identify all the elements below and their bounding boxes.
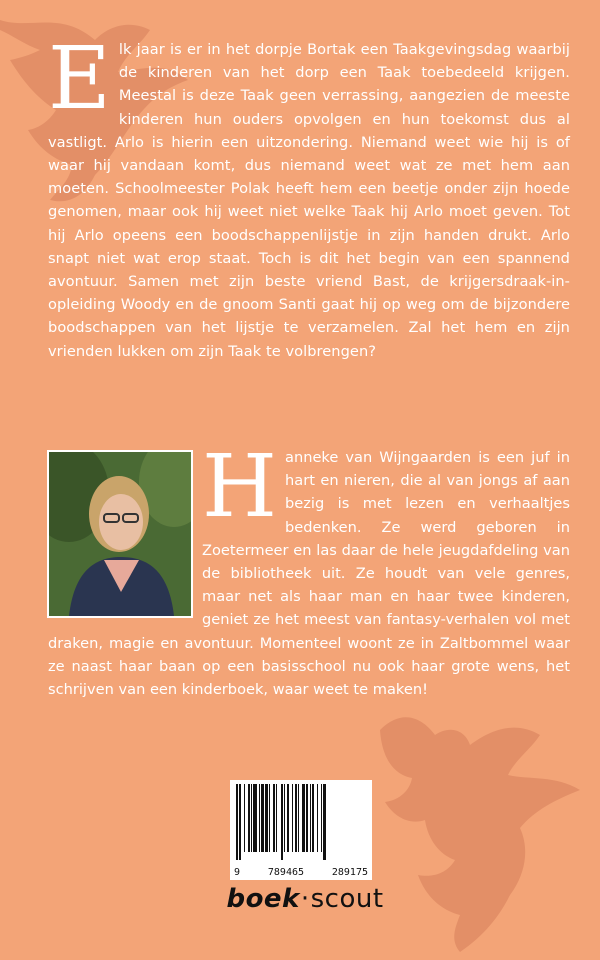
barcode-bar xyxy=(287,784,289,852)
blurb-dropcap: E xyxy=(48,29,111,129)
barcode-bar xyxy=(295,784,297,852)
publisher-logo-separator: · xyxy=(300,884,310,914)
barcode-bar xyxy=(321,784,322,852)
barcode-bar xyxy=(261,784,263,852)
barcode-bar xyxy=(248,784,250,852)
isbn-lead-digit: 9 xyxy=(234,867,241,878)
barcode-bar xyxy=(259,784,260,852)
barcode-bar xyxy=(312,784,314,852)
bio-text: anneke van Wijngaarden is een juf in hart en nieren, die al van jongs af aan bezig is met lezen en verhaaltjes bedenken. Ze werd geboren in Zoetermeer en las daar de hele jeugdafdeling van de bibliotheek uit. Ze houdt van vele genres, maar net als haar man en haar twee kinderen, geniet ze het meest van fantasy-verhalen vol met draken, magie en avontuur. Momenteel woont ze in Zaltbommel waar ze naast haar baan op een basisschool nu ook haar grote wens, het schrijven van een kinderboek, waar weet te maken! xyxy=(48,449,570,699)
barcode-bar xyxy=(251,784,252,852)
publisher-logo-part2: scout xyxy=(310,884,384,914)
publisher-logo xyxy=(220,884,390,914)
barcode-bars xyxy=(236,784,366,860)
barcode-bar xyxy=(323,784,325,860)
dragon-silhouette-bottom-icon xyxy=(340,690,600,960)
isbn-barcode xyxy=(230,780,372,880)
barcode-bar xyxy=(273,784,275,852)
publisher-logo-part1: boek xyxy=(226,884,300,914)
isbn-group-2: 289175 xyxy=(331,867,368,878)
isbn-number xyxy=(230,867,372,878)
barcode-bar xyxy=(253,784,256,852)
barcode-bar xyxy=(302,784,305,852)
bio-dropcap: H xyxy=(202,437,277,537)
barcode-bar xyxy=(317,784,318,852)
barcode-bar xyxy=(298,784,299,852)
blurb-text: lk jaar is er in het dorpje Bortak een Taakgevingsdag waarbij de kinderen van het dorp een Taak toebedeeld krijgen. Meestal is deze Taak geen verrassing, aangezien de meeste kinderen hun ouders opvolgen en hun toekomst dus al vastligt. Arlo is hierin een uitzondering. Niemand weet wie hij is of waar hij vandaan komt, dus niemand weet wat ze met hem aan moeten. Schoolmeester Polak heeft hem een beetje onder zijn hoede genomen, maar ook hij weet niet welke Taak hij Arlo moet geven. Tot hij Arlo opeens een boodschappenlijstje in zijn handen drukt. Arlo snapt niet wat erop staat. Toch is dit het begin van een spannend avontuur. Samen met zijn beste vriend Bast, de krijgersdraak-in-opleiding Woody en de gnoom Santi gaat hij op weg om de bijzondere boodschappen van het lijstje te verzamelen. Zal het hem en zijn vrienden lukken om zijn Taak te volbrengen? xyxy=(48,41,570,360)
barcode-bar xyxy=(239,784,240,860)
back-cover-blurb xyxy=(48,29,570,363)
barcode-bar xyxy=(310,784,311,852)
barcode-bar xyxy=(236,784,238,860)
barcode-bar xyxy=(292,784,293,852)
author-bio xyxy=(48,437,570,701)
barcode-bar xyxy=(281,784,283,860)
barcode-bar xyxy=(284,784,285,852)
isbn-group-1: 789465 xyxy=(267,867,305,878)
barcode-bar xyxy=(265,784,268,852)
barcode-bar xyxy=(276,784,277,852)
barcode-bar xyxy=(269,784,270,852)
barcode-bar xyxy=(244,784,245,852)
barcode-bar xyxy=(306,784,308,852)
